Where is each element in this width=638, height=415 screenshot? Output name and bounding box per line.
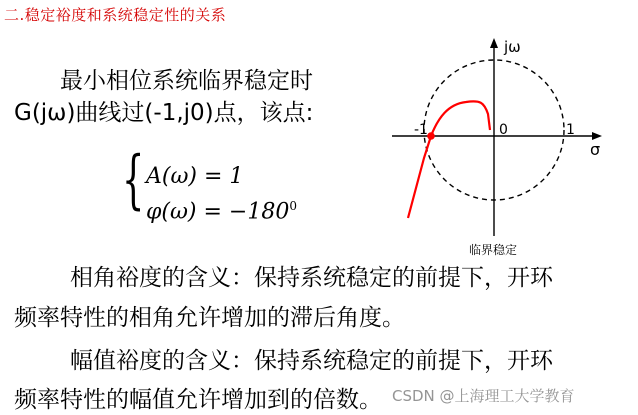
equation-phase-degree: 0 bbox=[289, 199, 297, 213]
intro-line-1: 最小相位系统临界稳定时 bbox=[60, 68, 313, 94]
imag-axis-label: jω bbox=[504, 38, 521, 56]
nyquist-diagram bbox=[380, 30, 620, 242]
equation-brace: { bbox=[122, 143, 145, 217]
equation-magnitude: A(ω) = 1 bbox=[146, 164, 244, 189]
gain-margin-line-2: 频率特性的幅值允许增加到的倍数。 bbox=[14, 387, 382, 413]
phase-margin-line-2: 频率特性的相角允许增加的滞后角度。 bbox=[14, 305, 405, 331]
critical-point bbox=[427, 132, 435, 140]
real-axis-label: σ bbox=[590, 140, 601, 159]
nyquist-curve bbox=[408, 101, 490, 218]
tick-label-one: 1 bbox=[566, 122, 575, 138]
equation-phase bbox=[146, 199, 297, 224]
equation-phase-main: φ(ω) = −180 bbox=[146, 199, 290, 225]
gain-margin-line-1: 幅值裕度的含义：保持系统稳定的前提下，开环 bbox=[70, 348, 553, 374]
phase-margin-line-1: 相角裕度的含义：保持系统稳定的前提下，开环 bbox=[70, 265, 553, 291]
tick-label-origin: 0 bbox=[499, 122, 508, 138]
imag-axis-arrow bbox=[490, 38, 498, 48]
real-axis-arrow bbox=[592, 132, 602, 140]
watermark: CSDN @上海理工大学教育 bbox=[392, 387, 575, 405]
intro-line-2: G(jω)曲线过(-1,j0)点，该点: bbox=[14, 100, 314, 126]
section-heading: 二.稳定裕度和系统稳定性的关系 bbox=[4, 6, 227, 24]
tick-label-minus-one: -1 bbox=[414, 122, 428, 138]
diagram-caption: 临界稳定 bbox=[469, 243, 518, 257]
